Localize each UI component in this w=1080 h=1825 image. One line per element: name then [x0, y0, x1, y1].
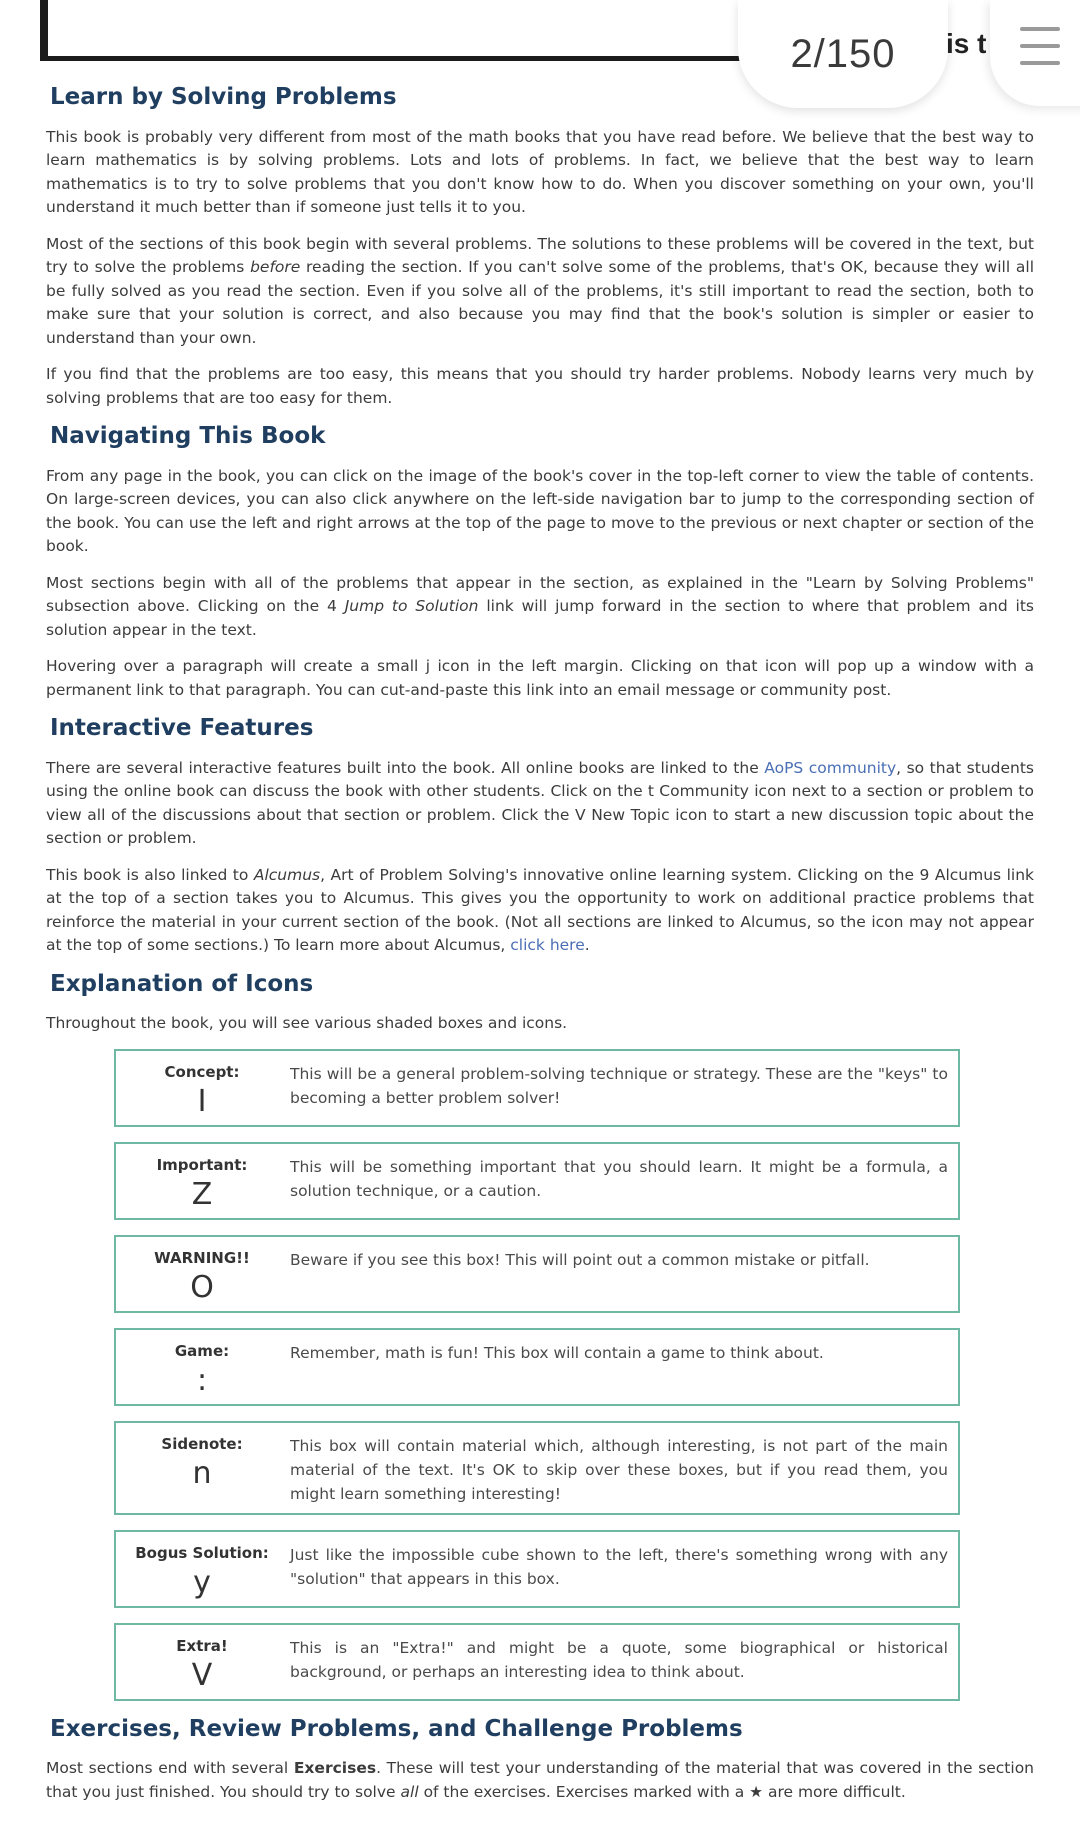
icon-box-label: Sidenote: — [161, 1434, 243, 1453]
paragraph: Hovering over a paragraph will create a small j icon in the left margin. Clicking on that icon will pop up a window with a permanent link to that paragraph. You can cut-and-paste this link into an email message or community post. — [46, 657, 1034, 699]
book-cover-edge[interactable] — [40, 0, 48, 60]
paragraph: Throughout the book, you will see various shaded boxes and icons. — [46, 1014, 568, 1033]
warning-icon: O — [190, 1269, 214, 1305]
paragraph: Most sections end with several Exercises. These will test your understanding of the material that was covered in the section that you just finished. You should try to solve all of the exercises. Exercises marked with a ★ are more difficult. — [46, 1759, 1034, 1801]
icon-box-description: Beware if you see this box! This will point out a common mistake or pitfall. — [290, 1250, 870, 1269]
sidenote-icon: n — [192, 1455, 212, 1491]
book-content — [46, 84, 1034, 1817]
icon-box-extra — [114, 1623, 960, 1701]
icon-box-important — [114, 1142, 960, 1220]
page-indicator-text: 2/150 — [790, 31, 896, 76]
section-title-interactive: Interactive Features — [50, 715, 314, 742]
icon-box-warning — [114, 1235, 960, 1313]
alcumus-click-here-link[interactable]: click here — [510, 936, 585, 955]
icon-box-label: Extra! — [176, 1636, 228, 1655]
paragraph: Most sections begin with all of the problems that appear in the section, as explained in the "Learn by Solving Problems" subsection above. Clicking on the 4 Jump to Solution link will jump forward in the section to where that problem and its solution appear in the text. — [46, 573, 1035, 639]
aops-community-link[interactable]: AoPS community — [764, 758, 897, 777]
header-rule — [40, 56, 740, 61]
section-title-learn: Learn by Solving Problems — [50, 84, 397, 110]
icon-box-concept — [114, 1049, 960, 1127]
paragraph: This book is also linked to Alcumus, Art of Problem Solving's innovative online learning system. Clicking on the 9 Alcumus link at the top of a section takes you to Alcumus. This gives you the opportunity to work on additional practice problems that reinforce the material in your current section of the book. (Not all sections are linked to Alcumus, so the icon may not appear at the top of some sections.) To learn more about Alcumus, click here. — [46, 865, 1034, 955]
icon-box-label: Bogus Solution: — [135, 1543, 269, 1562]
extra-icon: V — [191, 1657, 213, 1693]
paragraph: If you find that the problems are too easy, this means that you should try harder problems. Nobody learns very much by solving problems that are too easy for them. — [46, 365, 1034, 407]
concept-icon: I — [197, 1083, 207, 1119]
icon-box-bogus-solution — [114, 1530, 960, 1608]
icon-box-description: This will be a general problem-solving technique or strategy. These are the "keys" to becoming a better problem solver! — [290, 1064, 948, 1107]
icon-box-label: Important: — [156, 1155, 248, 1174]
paragraph: This book is probably very different from most of the math books that you have read before. We believe that the best way to learn mathematics is by solving problems. Lots and lots of problems. In fact, we believe that the best way to learn mathematics is to try to solve problems that you don't know how to do. When you discover something on your own, you'll understand it much better than if someone just tells it to you. — [46, 127, 1034, 217]
icon-box-description: Remember, math is fun! This box will contain a game to think about. — [290, 1343, 824, 1362]
game-icon: : — [196, 1362, 208, 1398]
icon-box-description: This will be something important that you should learn. It might be a formula, a solution technique, or a caution. — [290, 1157, 948, 1200]
icon-box-label: Concept: — [164, 1062, 240, 1081]
paragraph: From any page in the book, you can click on the image of the book's cover in the top-left corner to view the table of contents. On large-screen devices, you can also click anywhere on the left-side navigation bar to jump to the corresponding section of the book. You can use the left and right arrows at the top of the page to move to the previous or next chapter or section of the book. — [46, 466, 1034, 556]
important-icon: Z — [191, 1176, 213, 1212]
icon-box-description: This is an "Extra!" and might be a quote, some biographical or historical background, or perhaps an interesting idea to think about. — [290, 1638, 948, 1681]
icon-box-label: WARNING!! — [154, 1248, 250, 1267]
icon-box-description: Just like the impossible cube shown to the left, there's something wrong with any "solution" that appears in this box. — [290, 1545, 948, 1588]
bogus-solution-icon: y — [193, 1564, 211, 1600]
section-title-exercises: Exercises, Review Problems, and Challenge Problems — [50, 1715, 743, 1742]
icon-box-game — [114, 1328, 960, 1406]
clipped-header-text: is t — [946, 28, 986, 59]
paragraph: There are several interactive features built into the book. All online books are linked to the AoPS community, so that students using the online book can discuss the book with other students. Click on the t Community icon next to a section or problem to view all of the discussions about that section or problem. Click the V New Topic icon to start a new discussion topic about the section or problem. — [46, 758, 1034, 848]
icon-box-sidenote — [114, 1421, 960, 1515]
icon-box-description: This box will contain material which, although interesting, is not part of the main material of the text. It's OK to skip over these boxes, but if you read them, you might learn something interesting! — [290, 1436, 948, 1503]
paragraph: Most of the sections of this book begin with several problems. The solutions to these problems will be covered in the text, but try to solve the problems before reading the section. If you can't solve some of the problems, that's OK, because they will all be fully solved as you read the section. Even if you solve all of the problems, it's still important to read the section, both to make sure that your solution is correct, and also because you may find that the book's solution is simpler or easier to understand than your own. — [46, 234, 1034, 347]
section-title-navigating: Navigating This Book — [50, 423, 326, 450]
icon-box-label: Game: — [174, 1341, 230, 1360]
section-title-icons: Explanation of Icons — [50, 970, 314, 997]
